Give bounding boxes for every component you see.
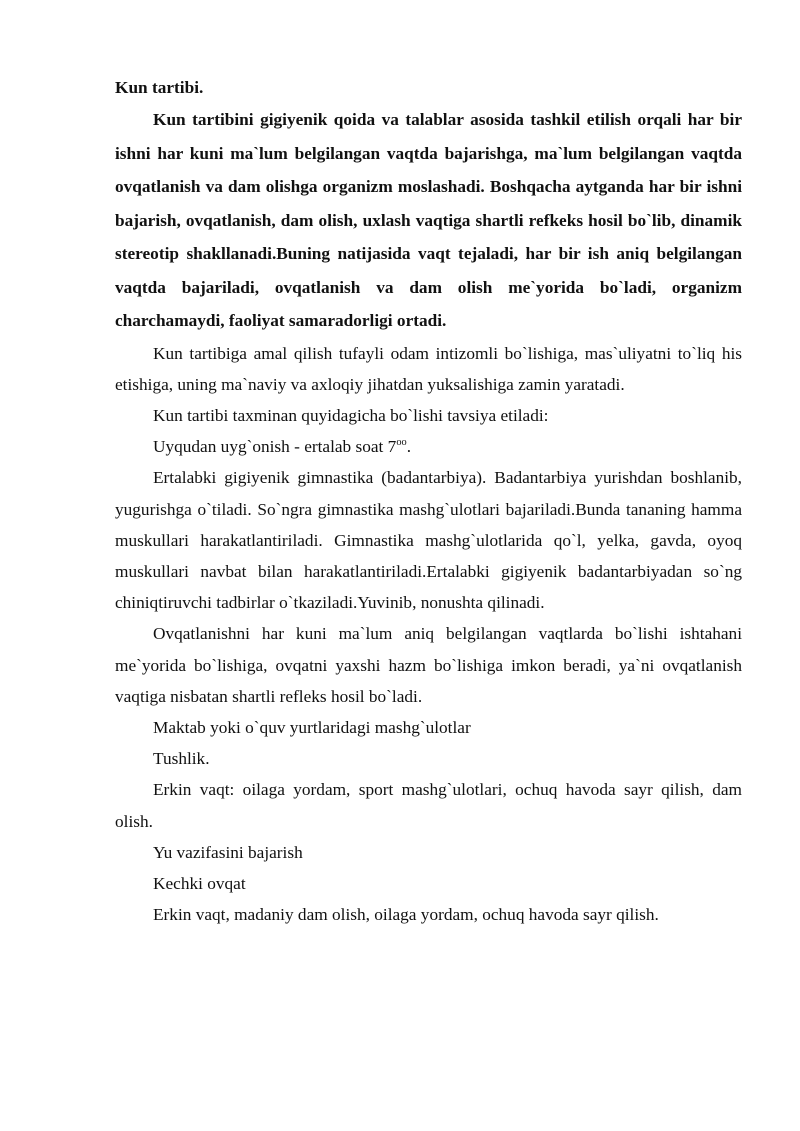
document-title: Kun tartibi. (115, 78, 204, 97)
wake-up-superscript: oo (396, 437, 407, 449)
document-page (115, 72, 742, 930)
wake-up-period: . (406, 437, 412, 457)
evening-free-time-paragraph: Erkin vaqt, madaniy dam olish, oilaga yordam, ochuq havoda sayr qilish. (153, 905, 659, 925)
gymnastics-paragraph: Ertalabki gigiyenik gimnastika (badantarbiya). Badantarbiya yurishdan boshlanib, yugurishga o`tiladi. So`ngra gimnastika mashg`ulotlari bajariladi.Bunda tananing hamma muskullari harakatlantiriladi. Gimnastika mashg`ulotlarida qo`l, yelka, gavda, oyoq muskullari navbat bilan harakatlantiriladi.Ertalabki gigiyenik badantarbiyadan so`ng chiniqtiruvchi tadbirlar o`tkaziladi.Yuvinib, nonushta qilinadi. (115, 468, 742, 613)
wake-up-paragraph (115, 431, 742, 462)
lunch-paragraph: Tushlik. (153, 749, 210, 769)
wake-up-text: Uyqudan uyg`onish - ertalab soat 7 (153, 437, 397, 457)
school-paragraph: Maktab yoki o`quv yurtlaridagi mashg`ulotlar (153, 717, 471, 737)
dinner-paragraph: Kechki ovqat (153, 873, 246, 893)
recommendation-paragraph: Kun tartibi taxminan quyidagicha bo`lishi tavsiya etiladi: (153, 405, 549, 425)
free-time-paragraph: Erkin vaqt: oilaga yordam, sport mashg`ulotlari, ochuq havoda sayr qilish, dam olish. (115, 780, 742, 831)
intro-bold-paragraph: Kun tartibini gigiyenik qoida va talablar asosida tashkil etilish orqali har bir ishni har kuni ma`lum belgilangan vaqtda bajarishga, ma`lum belgilangan vaqtda ovqatlanish va dam olishga organizm moslashadi. Boshqacha aytganda har bir ishni bajarish, ovqatlanish, dam olish, uxlash vaqtiga shartli refkeks hosil bo`lib, dinamik stereotip shakllanadi.Buning natijasida vaqt tejaladi, har bir ish aniq belgilangan vaqtda bajariladi, ovqatlanish va dam olish me`yorida bo`ladi, organizm charchamaydi, faoliyat samaradorligi ortadi. (115, 110, 742, 330)
discipline-paragraph: Kun tartibiga amal qilish tufayli odam intizomli bo`lishiga, mas`uliyatni to`liq his etishiga, uning ma`naviy va axloqiy jihatdan yuksalishiga zamin yaratadi. (115, 343, 742, 394)
homework-paragraph: Yu vazifasini bajarish (153, 842, 303, 862)
meals-paragraph: Ovqatlanishni har kuni ma`lum aniq belgilangan vaqtlarda bo`lishi ishtahani me`yorida bo`lishiga, ovqatni yaxshi hazm bo`lishiga imkon beradi, ya`ni ovqatlanish vaqtiga nisbatan shartli refleks hosil bo`ladi. (115, 624, 742, 706)
